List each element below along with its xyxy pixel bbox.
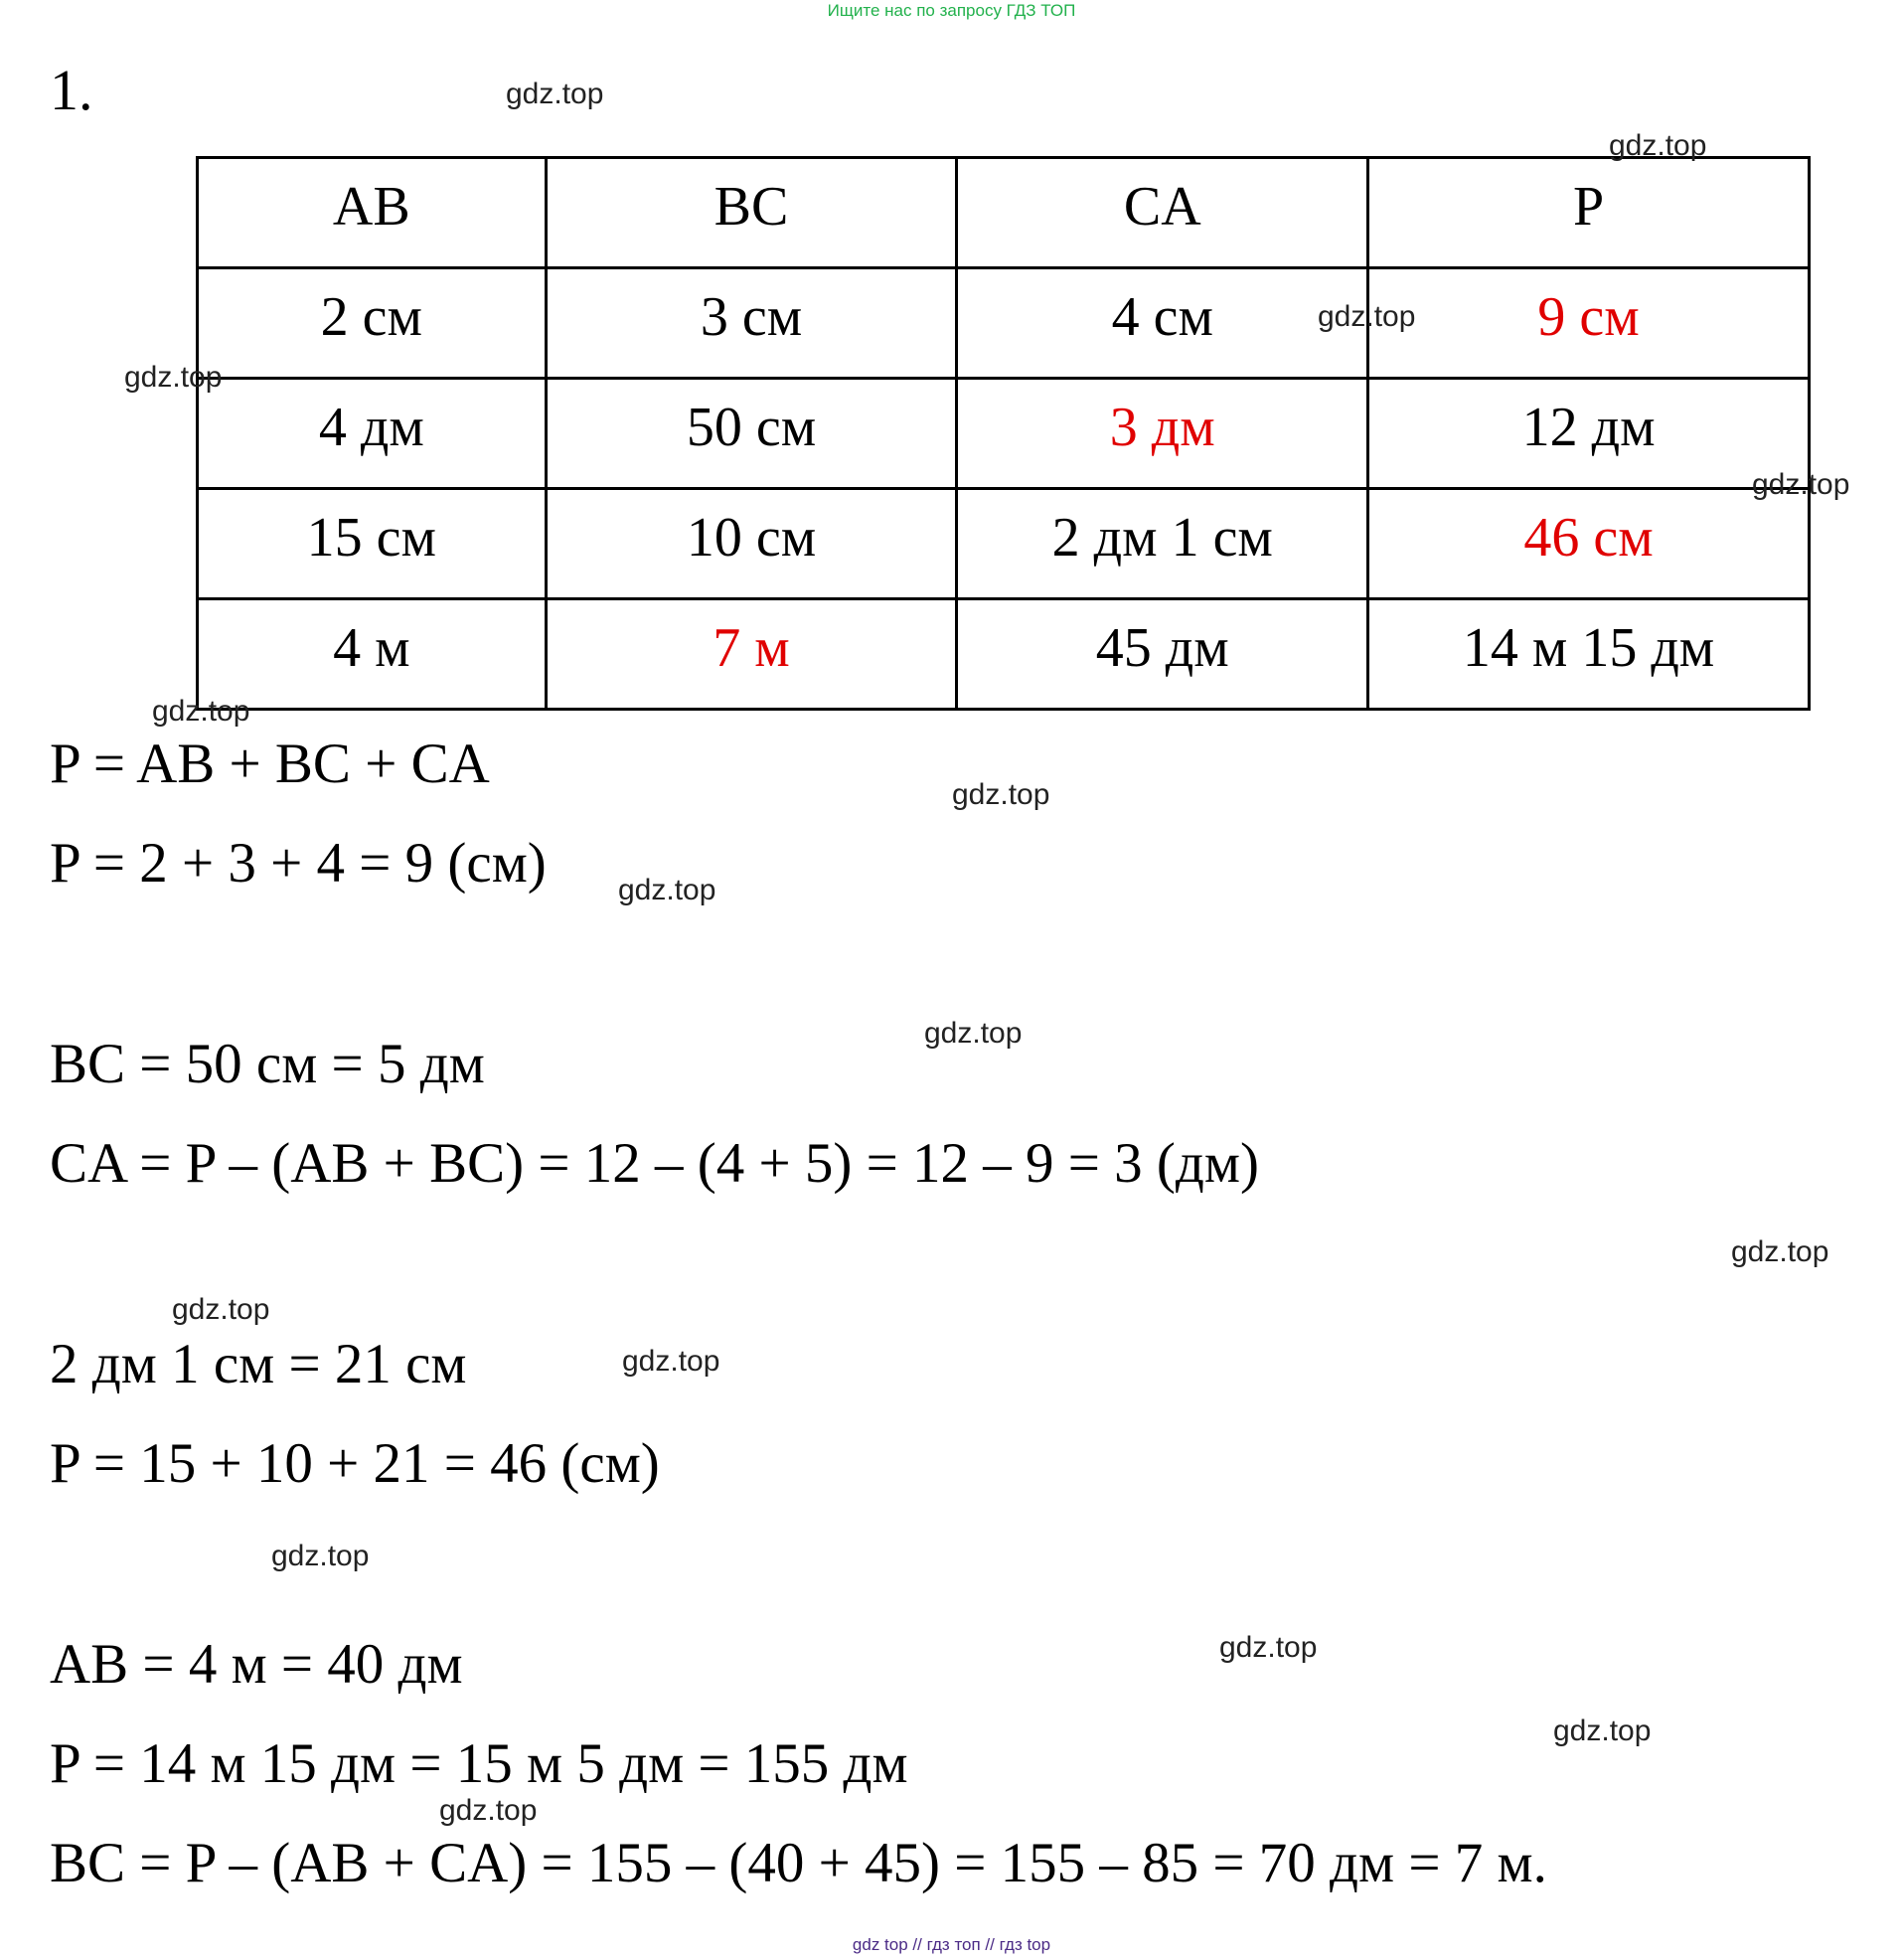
table-cell: 4 м [198, 599, 547, 710]
solution-line: CA = P – (AB + BC) = 12 – (4 + 5) = 12 – 9 = 3 (дм) [50, 1132, 1259, 1195]
table-cell: 14 м 15 дм [1368, 599, 1810, 710]
answer-cell: 3 дм [957, 379, 1368, 489]
watermark: gdz.top [152, 695, 250, 728]
table-cell: 4 см [957, 268, 1368, 379]
answer-cell: 9 см [1368, 268, 1810, 379]
table-cell: 3 см [546, 268, 957, 379]
watermark: gdz.top [924, 1017, 1023, 1050]
header-ab: AB [198, 158, 547, 268]
table-row [198, 379, 1810, 489]
watermark: gdz.top [439, 1794, 538, 1827]
watermark: gdz.top [506, 78, 604, 110]
table-row [198, 268, 1810, 379]
watermark: gdz.top [124, 361, 223, 394]
table-cell: 12 дм [1368, 379, 1810, 489]
watermark: gdz.top [1553, 1715, 1652, 1747]
table-header-row [198, 158, 1810, 268]
solution-line: P = 15 + 10 + 21 = 46 (см) [50, 1432, 660, 1495]
answer-cell: 7 м [546, 599, 957, 710]
watermark: gdz.top [622, 1345, 720, 1378]
watermark: gdz.top [1318, 300, 1416, 333]
header-ca: CA [957, 158, 1368, 268]
table-cell: 2 см [198, 268, 547, 379]
table-cell: 45 дм [957, 599, 1368, 710]
watermark: gdz.top [1731, 1235, 1829, 1268]
watermark: gdz.top [1752, 468, 1850, 501]
solution-line: P = 14 м 15 дм = 15 м 5 дм = 155 дм [50, 1732, 908, 1795]
task-number: 1. [50, 58, 93, 122]
watermark: gdz.top [1219, 1631, 1318, 1664]
watermark: gdz.top [952, 778, 1050, 811]
solution-line: AB = 4 м = 40 дм [50, 1633, 463, 1696]
table-row [198, 489, 1810, 599]
solution-line: P = AB + BC + CA [50, 733, 490, 795]
watermark: gdz.top [1609, 129, 1707, 162]
header-bc: BC [546, 158, 957, 268]
top-banner: Ищите нас по запросу ГДЗ ТОП [827, 1, 1076, 20]
table-row [198, 599, 1810, 710]
watermark: gdz.top [172, 1293, 270, 1326]
watermark: gdz.top [271, 1540, 370, 1572]
table-cell: 10 см [546, 489, 957, 599]
table-cell: 50 см [546, 379, 957, 489]
table-cell: 15 см [198, 489, 547, 599]
solution-line: 2 дм 1 см = 21 см [50, 1333, 467, 1395]
solution-line: BC = P – (AB + CA) = 155 – (40 + 45) = 155 – 85 = 70 дм = 7 м. [50, 1832, 1547, 1894]
footer-links: gdz top // гдз топ // гдз top [852, 1935, 1051, 1954]
watermark: gdz.top [618, 874, 716, 906]
solution-line: P = 2 + 3 + 4 = 9 (см) [50, 832, 547, 895]
header-p: P [1368, 158, 1810, 268]
table-cell: 2 дм 1 см [957, 489, 1368, 599]
solution-line: BC = 50 см = 5 дм [50, 1033, 485, 1095]
answer-cell: 46 см [1368, 489, 1810, 599]
table-cell: 4 дм [198, 379, 547, 489]
answers-table [196, 156, 1811, 711]
